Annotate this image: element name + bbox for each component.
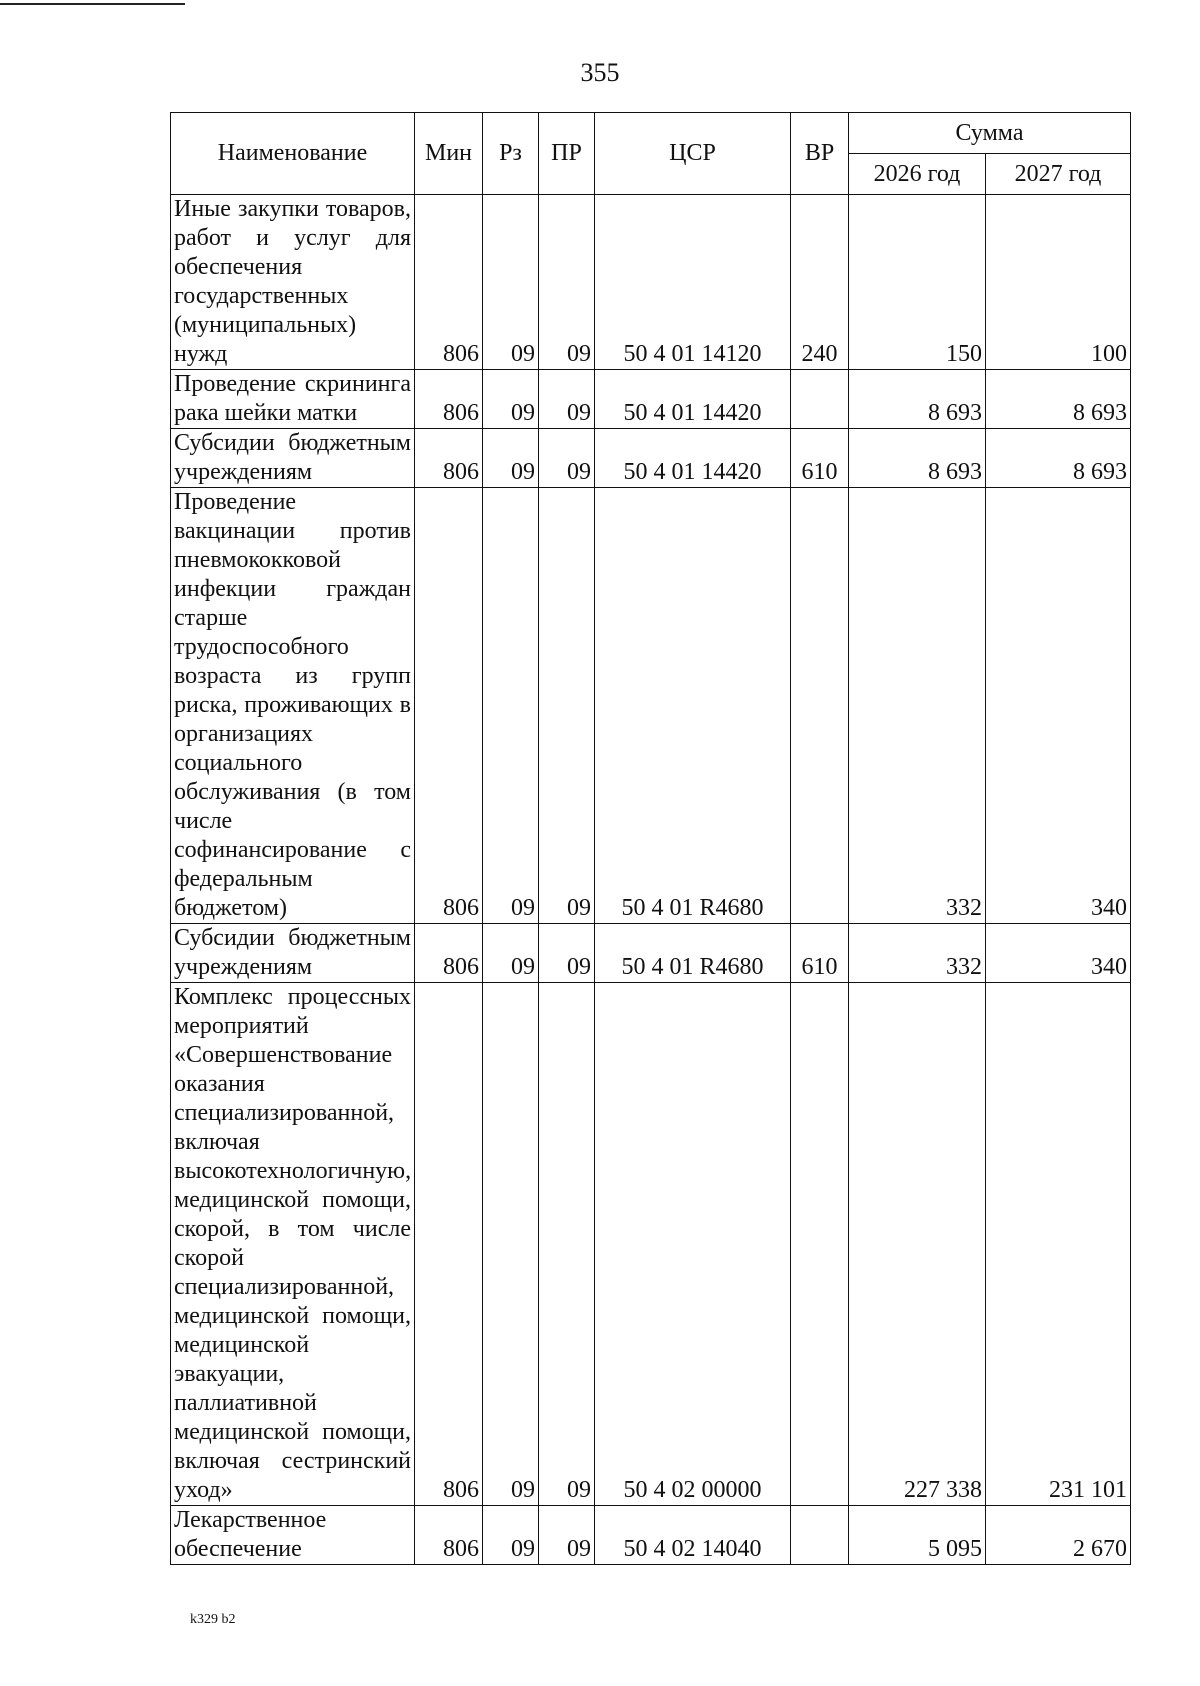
row-csr: 50 4 02 14040 xyxy=(595,1506,791,1565)
row-csr: 50 4 02 00000 xyxy=(595,983,791,1506)
row-csr: 50 4 01 14420 xyxy=(595,370,791,429)
row-vr xyxy=(791,1506,849,1565)
row-2026: 8 693 xyxy=(849,370,986,429)
table-row xyxy=(171,370,1131,429)
row-vr: 610 xyxy=(791,924,849,983)
row-vr xyxy=(791,983,849,1506)
row-rz: 09 xyxy=(483,983,539,1506)
table-row xyxy=(171,1506,1131,1565)
header-year-2027: 2027 год xyxy=(986,154,1131,195)
row-min: 806 xyxy=(415,983,483,1506)
row-rz: 09 xyxy=(483,429,539,488)
row-pr: 09 xyxy=(539,488,595,924)
header-csr: ЦСР xyxy=(595,113,791,195)
row-csr: 50 4 01 R4680 xyxy=(595,488,791,924)
table-row xyxy=(171,488,1131,924)
row-2026: 332 xyxy=(849,488,986,924)
row-2026: 332 xyxy=(849,924,986,983)
row-2026: 150 xyxy=(849,195,986,370)
row-2027: 100 xyxy=(986,195,1131,370)
header-year-2026: 2026 год xyxy=(849,154,986,195)
row-2026: 8 693 xyxy=(849,429,986,488)
row-min: 806 xyxy=(415,488,483,924)
header-rz: Рз xyxy=(483,113,539,195)
table-row xyxy=(171,195,1131,370)
footer-code: k329 b2 xyxy=(190,1612,236,1627)
row-rz: 09 xyxy=(483,488,539,924)
row-2026: 227 338 xyxy=(849,983,986,1506)
row-pr: 09 xyxy=(539,924,595,983)
header-vr: ВР xyxy=(791,113,849,195)
row-2027: 2 670 xyxy=(986,1506,1131,1565)
row-pr: 09 xyxy=(539,429,595,488)
row-pr: 09 xyxy=(539,370,595,429)
row-csr: 50 4 01 14120 xyxy=(595,195,791,370)
row-min: 806 xyxy=(415,370,483,429)
row-vr: 240 xyxy=(791,195,849,370)
row-name: Лекарственное обеспечение xyxy=(171,1506,415,1565)
table-row xyxy=(171,924,1131,983)
row-rz: 09 xyxy=(483,924,539,983)
row-min: 806 xyxy=(415,195,483,370)
row-rz: 09 xyxy=(483,370,539,429)
row-pr: 09 xyxy=(539,1506,595,1565)
table-row xyxy=(171,429,1131,488)
budget-table xyxy=(170,112,1131,1565)
row-rz: 09 xyxy=(483,1506,539,1565)
row-csr: 50 4 01 R4680 xyxy=(595,924,791,983)
row-vr xyxy=(791,370,849,429)
header-name: Наименование xyxy=(171,113,415,195)
table-row xyxy=(171,983,1131,1506)
row-2027: 231 101 xyxy=(986,983,1131,1506)
top-rule xyxy=(0,3,185,5)
row-2027: 340 xyxy=(986,488,1131,924)
header-min: Мин xyxy=(415,113,483,195)
row-name: Проведение скрининга рака шейки матки xyxy=(171,370,415,429)
row-name: Проведение вакцинации против пневмококковой инфекции граждан старше трудоспособного возраста из групп риска, проживающих в организациях социального обслуживания (в том числе софинансирование с федеральным бюджетом) xyxy=(171,488,415,924)
header-sum: Сумма xyxy=(849,113,1131,154)
row-2027: 8 693 xyxy=(986,370,1131,429)
header-pr: ПР xyxy=(539,113,595,195)
page-number: 355 xyxy=(580,58,620,87)
row-name: Субсидии бюджетным учреждениям xyxy=(171,429,415,488)
row-vr: 610 xyxy=(791,429,849,488)
row-rz: 09 xyxy=(483,195,539,370)
row-pr: 09 xyxy=(539,983,595,1506)
row-min: 806 xyxy=(415,429,483,488)
row-csr: 50 4 01 14420 xyxy=(595,429,791,488)
row-2027: 340 xyxy=(986,924,1131,983)
row-pr: 09 xyxy=(539,195,595,370)
row-2027: 8 693 xyxy=(986,429,1131,488)
row-name: Субсидии бюджетным учреждениям xyxy=(171,924,415,983)
row-vr xyxy=(791,488,849,924)
row-min: 806 xyxy=(415,1506,483,1565)
row-2026: 5 095 xyxy=(849,1506,986,1565)
row-min: 806 xyxy=(415,924,483,983)
row-name: Комплекс процессных мероприятий «Совершенствование оказания специализированной, включая высокотехнологичную, медицинской помощи, скорой, в том числе скорой специализированной, медицинской помощи, медицинской эвакуации, паллиативной медицинской помощи, включая сестринский уход» xyxy=(171,983,415,1506)
row-name: Иные закупки товаров, работ и услуг для обеспечения государственных (муниципальных) нужд xyxy=(171,195,415,370)
